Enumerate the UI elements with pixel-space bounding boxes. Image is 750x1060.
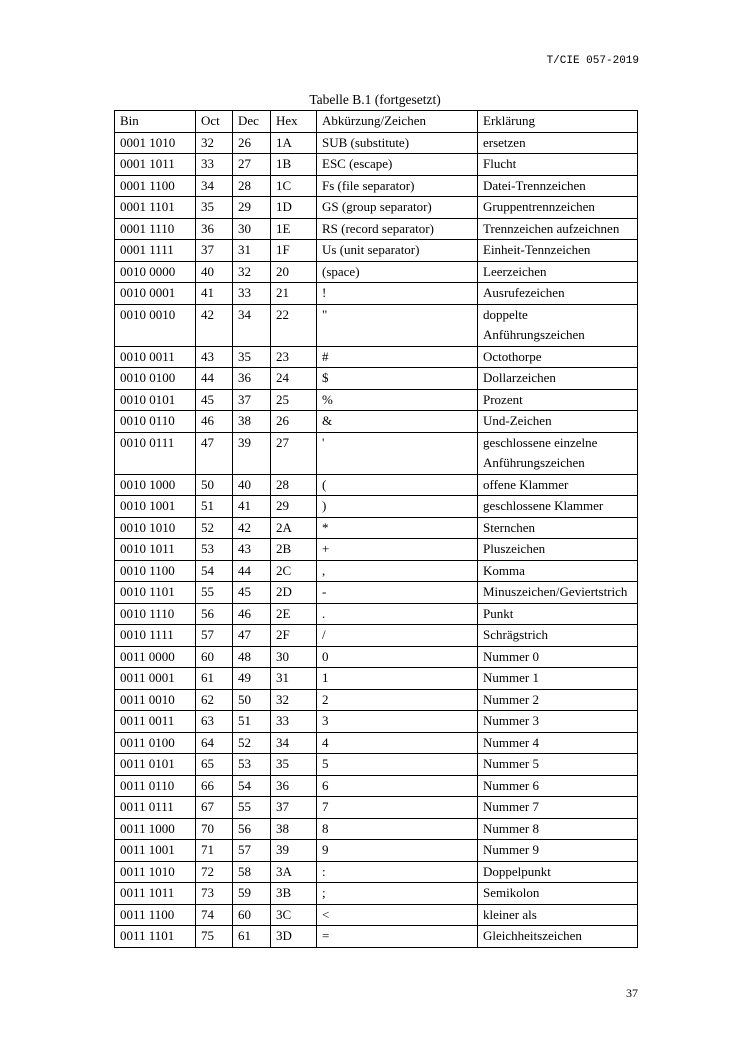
oct-cell: 75: [196, 926, 233, 948]
abbreviation-cell: 8: [317, 818, 478, 840]
oct-cell: 50: [196, 474, 233, 496]
dec-cell: 42: [233, 517, 271, 539]
oct-cell: 73: [196, 883, 233, 905]
dec-cell: 47: [233, 625, 271, 647]
hex-cell: 29: [271, 496, 317, 518]
explanation-cell: Einheit-Tennzeichen: [478, 240, 638, 262]
abbreviation-cell: <: [317, 904, 478, 926]
abbreviation-cell: Us (unit separator): [317, 240, 478, 262]
oct-cell: 70: [196, 818, 233, 840]
explanation-cell: Nummer 6: [478, 775, 638, 797]
dec-cell: 30: [233, 218, 271, 240]
table-row: [115, 625, 638, 647]
table-row: [115, 240, 638, 262]
table-row: [115, 754, 638, 776]
header-abbreviation: Abkürzung/Zeichen: [317, 111, 478, 133]
dec-cell: 58: [233, 861, 271, 883]
dec-cell: 39: [233, 432, 271, 474]
explanation-cell: Datei-Trennzeichen: [478, 175, 638, 197]
table-row: [115, 668, 638, 690]
dec-cell: 59: [233, 883, 271, 905]
abbreviation-cell: &: [317, 411, 478, 433]
oct-cell: 44: [196, 368, 233, 390]
bin-cell: 0011 1010: [115, 861, 196, 883]
oct-cell: 61: [196, 668, 233, 690]
explanation-cell: Gruppentrennzeichen: [478, 197, 638, 219]
explanation-cell: Minuszeichen/Geviertstrich: [478, 582, 638, 604]
hex-cell: 24: [271, 368, 317, 390]
abbreviation-cell: !: [317, 283, 478, 305]
dec-cell: 44: [233, 560, 271, 582]
oct-cell: 64: [196, 732, 233, 754]
explanation-cell: Semikolon: [478, 883, 638, 905]
hex-cell: 2F: [271, 625, 317, 647]
dec-cell: 32: [233, 261, 271, 283]
explanation-cell: Gleichheitszeichen: [478, 926, 638, 948]
oct-cell: 63: [196, 711, 233, 733]
oct-cell: 55: [196, 582, 233, 604]
oct-cell: 51: [196, 496, 233, 518]
bin-cell: 0001 1010: [115, 132, 196, 154]
explanation-cell: Nummer 1: [478, 668, 638, 690]
header-dec: Dec: [233, 111, 271, 133]
bin-cell: 0001 1101: [115, 197, 196, 219]
dec-cell: 38: [233, 411, 271, 433]
table-row: [115, 389, 638, 411]
explanation-cell: geschlossene Klammer: [478, 496, 638, 518]
table-row: [115, 775, 638, 797]
table-row: [115, 474, 638, 496]
table-row: [115, 689, 638, 711]
abbreviation-cell: ": [317, 304, 478, 346]
explanation-cell: Leerzeichen: [478, 261, 638, 283]
hex-cell: 21: [271, 283, 317, 305]
bin-cell: 0011 0011: [115, 711, 196, 733]
explanation-cell: Ausrufezeichen: [478, 283, 638, 305]
table-row: [115, 346, 638, 368]
table-row: [115, 539, 638, 561]
abbreviation-cell: SUB (substitute): [317, 132, 478, 154]
dec-cell: 27: [233, 154, 271, 176]
oct-cell: 54: [196, 560, 233, 582]
abbreviation-cell: (: [317, 474, 478, 496]
oct-cell: 32: [196, 132, 233, 154]
abbreviation-cell: =: [317, 926, 478, 948]
oct-cell: 56: [196, 603, 233, 625]
hex-cell: 2A: [271, 517, 317, 539]
bin-cell: 0010 0100: [115, 368, 196, 390]
bin-cell: 0001 1111: [115, 240, 196, 262]
explanation-cell: Trennzeichen aufzeichnen: [478, 218, 638, 240]
abbreviation-cell: 7: [317, 797, 478, 819]
oct-cell: 71: [196, 840, 233, 862]
bin-cell: 0010 1100: [115, 560, 196, 582]
hex-cell: 2D: [271, 582, 317, 604]
table-row: [115, 582, 638, 604]
hex-cell: 1A: [271, 132, 317, 154]
explanation-cell: Pluszeichen: [478, 539, 638, 561]
hex-cell: 1B: [271, 154, 317, 176]
dec-cell: 36: [233, 368, 271, 390]
abbreviation-cell: +: [317, 539, 478, 561]
dec-cell: 33: [233, 283, 271, 305]
hex-cell: 3A: [271, 861, 317, 883]
abbreviation-cell: 2: [317, 689, 478, 711]
explanation-cell: Nummer 9: [478, 840, 638, 862]
abbreviation-cell: $: [317, 368, 478, 390]
header-bin: Bin: [115, 111, 196, 133]
hex-cell: 2E: [271, 603, 317, 625]
dec-cell: 55: [233, 797, 271, 819]
oct-cell: 57: [196, 625, 233, 647]
explanation-cell: Nummer 4: [478, 732, 638, 754]
table-row: [115, 711, 638, 733]
table-row: [115, 218, 638, 240]
dec-cell: 57: [233, 840, 271, 862]
dec-cell: 41: [233, 496, 271, 518]
oct-cell: 46: [196, 411, 233, 433]
oct-cell: 42: [196, 304, 233, 346]
table-row: [115, 818, 638, 840]
bin-cell: 0011 0101: [115, 754, 196, 776]
abbreviation-cell: .: [317, 603, 478, 625]
bin-cell: 0010 0001: [115, 283, 196, 305]
abbreviation-cell: :: [317, 861, 478, 883]
oct-cell: 62: [196, 689, 233, 711]
abbreviation-cell: %: [317, 389, 478, 411]
oct-cell: 66: [196, 775, 233, 797]
ascii-table: [114, 110, 638, 948]
dec-cell: 35: [233, 346, 271, 368]
bin-cell: 0010 1111: [115, 625, 196, 647]
bin-cell: 0011 0001: [115, 668, 196, 690]
header-hex: Hex: [271, 111, 317, 133]
dec-cell: 56: [233, 818, 271, 840]
abbreviation-cell: /: [317, 625, 478, 647]
explanation-cell: Doppelpunkt: [478, 861, 638, 883]
header-oct: Oct: [196, 111, 233, 133]
explanation-cell: Dollarzeichen: [478, 368, 638, 390]
table-row: [115, 517, 638, 539]
dec-cell: 46: [233, 603, 271, 625]
abbreviation-cell: 6: [317, 775, 478, 797]
dec-cell: 51: [233, 711, 271, 733]
abbreviation-cell: (space): [317, 261, 478, 283]
abbreviation-cell: #: [317, 346, 478, 368]
hex-cell: 26: [271, 411, 317, 433]
oct-cell: 34: [196, 175, 233, 197]
oct-cell: 65: [196, 754, 233, 776]
oct-cell: 52: [196, 517, 233, 539]
table-row: [115, 646, 638, 668]
dec-cell: 28: [233, 175, 271, 197]
hex-cell: 32: [271, 689, 317, 711]
oct-cell: 41: [196, 283, 233, 305]
table-row: [115, 197, 638, 219]
hex-cell: 25: [271, 389, 317, 411]
bin-cell: 0010 0101: [115, 389, 196, 411]
bin-cell: 0011 1101: [115, 926, 196, 948]
abbreviation-cell: 4: [317, 732, 478, 754]
bin-cell: 0011 0110: [115, 775, 196, 797]
table-row: [115, 261, 638, 283]
explanation-cell: Nummer 3: [478, 711, 638, 733]
bin-cell: 0001 1110: [115, 218, 196, 240]
table-row: [115, 154, 638, 176]
bin-cell: 0010 1000: [115, 474, 196, 496]
oct-cell: 40: [196, 261, 233, 283]
table-header-row: [115, 111, 638, 133]
hex-cell: 20: [271, 261, 317, 283]
bin-cell: 0011 1000: [115, 818, 196, 840]
table-row: [115, 797, 638, 819]
dec-cell: 37: [233, 389, 271, 411]
dec-cell: 48: [233, 646, 271, 668]
bin-cell: 0001 1011: [115, 154, 196, 176]
hex-cell: 37: [271, 797, 317, 819]
oct-cell: 47: [196, 432, 233, 474]
hex-cell: 1F: [271, 240, 317, 262]
hex-cell: 27: [271, 432, 317, 474]
table-row: [115, 132, 638, 154]
hex-cell: 38: [271, 818, 317, 840]
hex-cell: 2B: [271, 539, 317, 561]
table-row: [115, 861, 638, 883]
bin-cell: 0010 0011: [115, 346, 196, 368]
explanation-cell: Schrägstrich: [478, 625, 638, 647]
oct-cell: 60: [196, 646, 233, 668]
dec-cell: 34: [233, 304, 271, 346]
explanation-cell: Flucht: [478, 154, 638, 176]
bin-cell: 0011 0100: [115, 732, 196, 754]
abbreviation-cell: *: [317, 517, 478, 539]
oct-cell: 72: [196, 861, 233, 883]
hex-cell: 22: [271, 304, 317, 346]
dec-cell: 50: [233, 689, 271, 711]
oct-cell: 67: [196, 797, 233, 819]
explanation-cell: Octothorpe: [478, 346, 638, 368]
oct-cell: 43: [196, 346, 233, 368]
bin-cell: 0010 0010: [115, 304, 196, 346]
oct-cell: 45: [196, 389, 233, 411]
dec-cell: 45: [233, 582, 271, 604]
oct-cell: 36: [196, 218, 233, 240]
dec-cell: 31: [233, 240, 271, 262]
explanation-cell: Nummer 2: [478, 689, 638, 711]
bin-cell: 0010 1001: [115, 496, 196, 518]
bin-cell: 0011 0111: [115, 797, 196, 819]
hex-cell: 28: [271, 474, 317, 496]
table-row: [115, 840, 638, 862]
bin-cell: 0010 1101: [115, 582, 196, 604]
hex-cell: 3D: [271, 926, 317, 948]
dec-cell: 61: [233, 926, 271, 948]
bin-cell: 0010 0110: [115, 411, 196, 433]
header-explanation: Erklärung: [478, 111, 638, 133]
table-row: [115, 883, 638, 905]
table-row: [115, 732, 638, 754]
document-code: T/CIE 057-2019: [546, 55, 639, 67]
abbreviation-cell: 0: [317, 646, 478, 668]
abbreviation-cell: ): [317, 496, 478, 518]
bin-cell: 0011 0000: [115, 646, 196, 668]
hex-cell: 1C: [271, 175, 317, 197]
abbreviation-cell: ESC (escape): [317, 154, 478, 176]
explanation-cell: Nummer 0: [478, 646, 638, 668]
explanation-cell: offene Klammer: [478, 474, 638, 496]
dec-cell: 43: [233, 539, 271, 561]
abbreviation-cell: 3: [317, 711, 478, 733]
abbreviation-cell: 1: [317, 668, 478, 690]
dec-cell: 49: [233, 668, 271, 690]
bin-cell: 0010 0000: [115, 261, 196, 283]
oct-cell: 37: [196, 240, 233, 262]
dec-cell: 60: [233, 904, 271, 926]
hex-cell: 1E: [271, 218, 317, 240]
bin-cell: 0011 1001: [115, 840, 196, 862]
table-row: [115, 926, 638, 948]
explanation-cell: Nummer 5: [478, 754, 638, 776]
table-row: [115, 432, 638, 474]
bin-cell: 0011 1011: [115, 883, 196, 905]
dec-cell: 52: [233, 732, 271, 754]
explanation-cell: ersetzen: [478, 132, 638, 154]
table-row: [115, 175, 638, 197]
abbreviation-cell: -: [317, 582, 478, 604]
explanation-cell: Prozent: [478, 389, 638, 411]
table-row: [115, 904, 638, 926]
hex-cell: 1D: [271, 197, 317, 219]
explanation-cell: kleiner als: [478, 904, 638, 926]
explanation-cell: Sternchen: [478, 517, 638, 539]
oct-cell: 74: [196, 904, 233, 926]
abbreviation-cell: 9: [317, 840, 478, 862]
explanation-cell: doppelte Anführungszeichen: [478, 304, 638, 346]
table-row: [115, 283, 638, 305]
dec-cell: 26: [233, 132, 271, 154]
dec-cell: 29: [233, 197, 271, 219]
page-number: 37: [626, 986, 638, 1000]
oct-cell: 33: [196, 154, 233, 176]
explanation-cell: Punkt: [478, 603, 638, 625]
bin-cell: 0010 1110: [115, 603, 196, 625]
abbreviation-cell: ': [317, 432, 478, 474]
hex-cell: 2C: [271, 560, 317, 582]
explanation-cell: Nummer 7: [478, 797, 638, 819]
hex-cell: 31: [271, 668, 317, 690]
table-row: [115, 496, 638, 518]
hex-cell: 23: [271, 346, 317, 368]
table-row: [115, 603, 638, 625]
dec-cell: 54: [233, 775, 271, 797]
hex-cell: 3C: [271, 904, 317, 926]
bin-cell: 0010 0111: [115, 432, 196, 474]
abbreviation-cell: ,: [317, 560, 478, 582]
hex-cell: 35: [271, 754, 317, 776]
oct-cell: 53: [196, 539, 233, 561]
bin-cell: 0011 1100: [115, 904, 196, 926]
hex-cell: 39: [271, 840, 317, 862]
abbreviation-cell: RS (record separator): [317, 218, 478, 240]
table-row: [115, 368, 638, 390]
hex-cell: 34: [271, 732, 317, 754]
dec-cell: 40: [233, 474, 271, 496]
hex-cell: 36: [271, 775, 317, 797]
abbreviation-cell: GS (group separator): [317, 197, 478, 219]
dec-cell: 53: [233, 754, 271, 776]
bin-cell: 0011 0010: [115, 689, 196, 711]
bin-cell: 0001 1100: [115, 175, 196, 197]
explanation-cell: Nummer 8: [478, 818, 638, 840]
abbreviation-cell: Fs (file separator): [317, 175, 478, 197]
explanation-cell: Komma: [478, 560, 638, 582]
table-row: [115, 304, 638, 346]
hex-cell: 30: [271, 646, 317, 668]
bin-cell: 0010 1011: [115, 539, 196, 561]
hex-cell: 3B: [271, 883, 317, 905]
hex-cell: 33: [271, 711, 317, 733]
explanation-cell: Und-Zeichen: [478, 411, 638, 433]
explanation-cell: geschlossene einzelne Anführungszeichen: [478, 432, 638, 474]
oct-cell: 35: [196, 197, 233, 219]
table-title: Tabelle B.1 (fortgesetzt): [309, 92, 441, 107]
table-row: [115, 411, 638, 433]
table-row: [115, 560, 638, 582]
abbreviation-cell: ;: [317, 883, 478, 905]
bin-cell: 0010 1010: [115, 517, 196, 539]
abbreviation-cell: 5: [317, 754, 478, 776]
